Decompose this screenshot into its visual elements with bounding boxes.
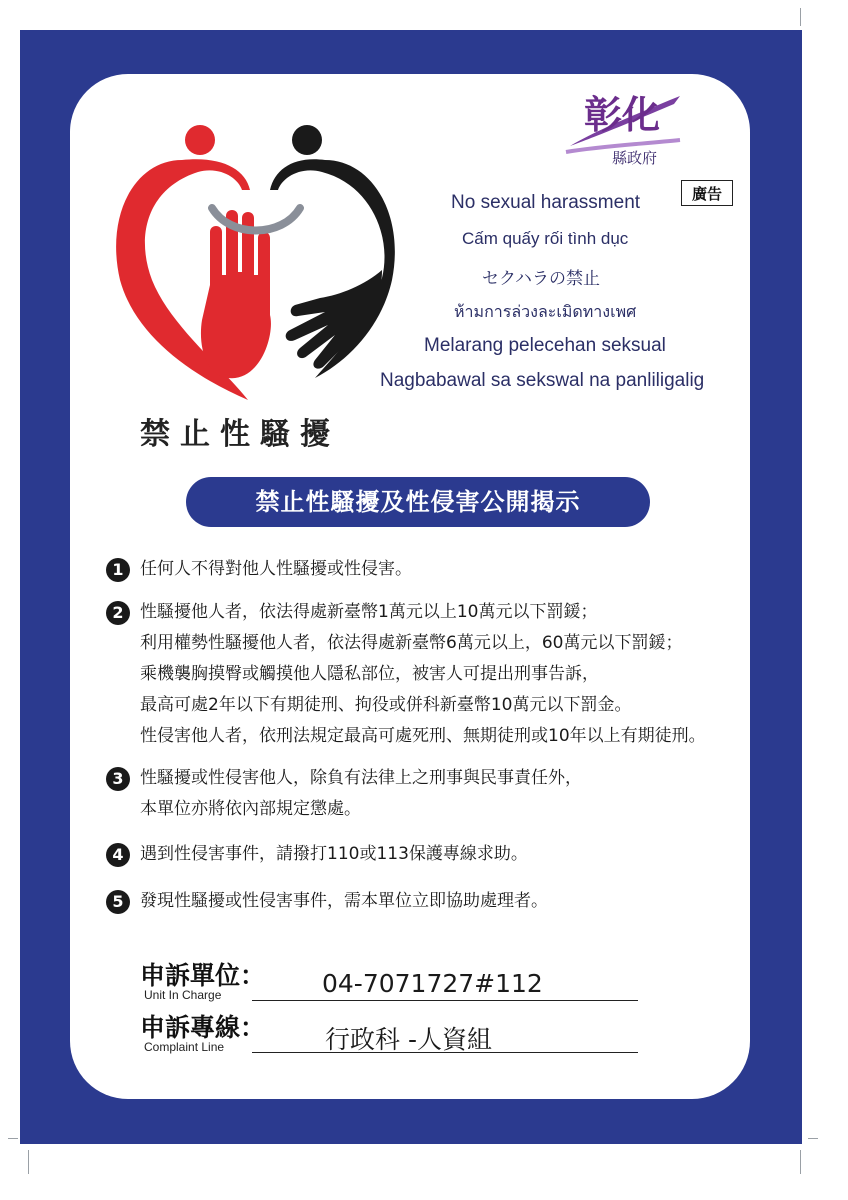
item-number-badge: 1 — [106, 558, 130, 582]
translation-vi: Cấm quấy rối tình dục — [462, 229, 629, 248]
translation-id: Melarang pelecehan seksual — [424, 335, 666, 356]
unit-value: 04-7071727#112 — [322, 969, 543, 998]
item-text-line: 最高可處2年以下有期徒刑、拘役或併科新臺幣10萬元以下罰金。 — [140, 695, 632, 715]
unit-label: 申訴單位： — [140, 961, 266, 990]
crop-mark — [8, 1138, 18, 1139]
translation-tl: Nagbabawal sa sekswal na panliligalig — [380, 370, 705, 391]
item-text-line: 性侵害他人者，依刑法規定最高可處死刑、無期徒刑或10年以上有期徒刑。 — [140, 726, 706, 746]
translation-ja: セクハラの禁止 — [482, 269, 600, 288]
crop-mark — [800, 8, 801, 26]
item-number-badge: 5 — [106, 890, 130, 914]
item-number-badge: 4 — [106, 843, 130, 867]
crop-mark — [800, 1150, 801, 1174]
crop-mark — [28, 1150, 29, 1174]
ad-badge: 廣告 — [681, 180, 733, 206]
item-number-badge: 3 — [106, 767, 130, 791]
gov-brand: 彰化 — [584, 92, 661, 137]
item-text-line: 本單位亦將依內部規定懲處。 — [140, 799, 361, 819]
item-text-line: 性騷擾他人者，依法得處新臺幣1萬元以上10萬元以下罰鍰； — [140, 602, 598, 622]
item-text-line: 遇到性侵害事件，請撥打110或113保護專線求助。 — [140, 844, 528, 864]
item-text-line: 任何人不得對他人性騷擾或性侵害。 — [140, 559, 412, 579]
item-text-line: 發現性騷擾或性侵害事件，需本單位立即協助處理者。 — [140, 891, 548, 911]
crop-mark — [808, 1138, 818, 1139]
complaint-line-label: 申訴專線： — [140, 1013, 266, 1042]
notice-banner: 禁止性騷擾及性侵害公開揭示 — [186, 477, 650, 527]
gov-name: 縣政府 — [612, 149, 658, 167]
translation-en: No sexual harassment — [451, 192, 641, 213]
translation-th: ห้ามการล่วงละเมิดทางเพศ — [454, 304, 637, 321]
item-text-line: 乘機襲胸摸臀或觸摸他人隱私部位，被害人可提出刑事告訴， — [140, 664, 599, 684]
item-text-line: 性騷擾或性侵害他人，除負有法律上之刑事與民事責任外， — [140, 768, 582, 788]
complaint-line-label-en: Complaint Line — [144, 1040, 225, 1054]
heart-hands-logo-icon — [110, 120, 410, 405]
unit-underline — [252, 1000, 638, 1001]
item-number-badge: 2 — [106, 601, 130, 625]
unit-label-en: Unit In Charge — [144, 988, 222, 1002]
complaint-line-underline — [252, 1052, 638, 1053]
logo-caption: 禁止性騷擾 — [140, 417, 340, 452]
item-text-line: 利用權勢性騷擾他人者，依法得處新臺幣6萬元以上，60萬元以下罰鍰； — [140, 633, 683, 653]
county-government-logo-icon — [562, 86, 692, 156]
complaint-line-value: 行政科 -人資組 — [325, 1025, 492, 1054]
